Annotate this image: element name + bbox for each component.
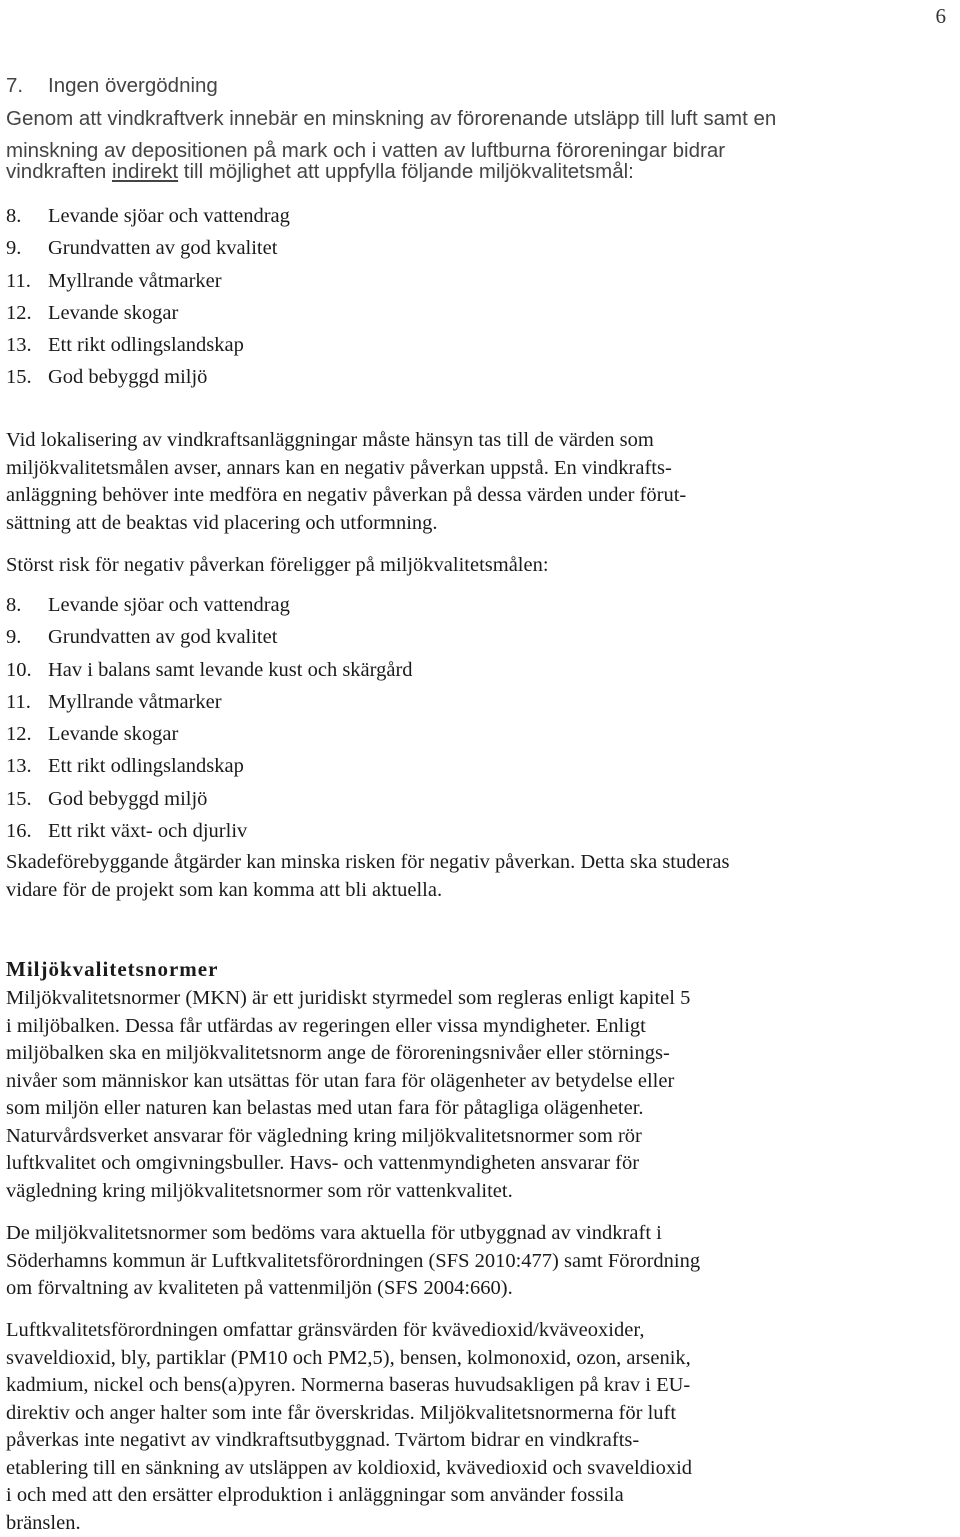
- paragraph-line: Naturvårdsverket ansvarar för vägledning kring miljökvalitetsnormer som rör: [6, 1123, 690, 1151]
- goal-list-1: [6, 200, 290, 394]
- goal-list-text: Levande skogar: [48, 723, 178, 745]
- goal-list-text: Myllrande våtmarker: [48, 270, 222, 292]
- goal-list-text: Grundvatten av god kvalitet: [48, 626, 277, 648]
- intro-line-3-start: vindkraften: [6, 160, 106, 183]
- goal-list-item: [6, 265, 290, 297]
- goal-list-2: [6, 589, 413, 847]
- page-number: 6: [936, 4, 947, 29]
- goal-list-number: 11.: [6, 686, 48, 718]
- intro-line-1: Genom att vindkraftverk innebär en minskning av förorenande utsläpp till luft samt en: [6, 107, 776, 131]
- goal-list-number: 12.: [6, 718, 48, 750]
- goal-list-text: Grundvatten av god kvalitet: [48, 237, 277, 259]
- goal-list-number: 15.: [6, 361, 48, 393]
- goal-list-number: 10.: [6, 654, 48, 686]
- paragraph-line: bränslen.: [6, 1510, 692, 1537]
- goal-list-item: [6, 621, 413, 653]
- goal-heading: [6, 74, 218, 98]
- paragraph-line: miljöbalken ska en miljökvalitetsnorm ange de föroreningsnivåer eller störnings-: [6, 1040, 690, 1068]
- goal-list-item: [6, 200, 290, 232]
- goal-number: 7.: [6, 74, 48, 98]
- goal-list-number: 8.: [6, 589, 48, 621]
- paragraph-line: kadmium, nickel och bens(a)pyren. Normerna baseras huvudsakligen på krav i EU-: [6, 1372, 692, 1400]
- paragraph-line: vägledning kring miljökvalitetsnormer som rör vattenkvalitet.: [6, 1178, 690, 1206]
- paragraph-line: nivåer som människor kan utsättas för utan fara för olägenheter av betydelse eller: [6, 1068, 690, 1096]
- goal-list-number: 12.: [6, 297, 48, 329]
- mkn-paragraph-1: [6, 985, 690, 1205]
- intro-line-2: minskning av depositionen på mark och i vatten av luftburna föroreningar bidrar: [6, 139, 725, 163]
- goal-list-item: [6, 654, 413, 686]
- goal-list-item: [6, 589, 413, 621]
- goal-list-item: [6, 329, 290, 361]
- paragraph-line: påverkas inte negativt av vindkraftsutbyggnad. Tvärtom bidrar en vindkrafts-: [6, 1427, 692, 1455]
- goal-list-number: 13.: [6, 750, 48, 782]
- goal-list-text: Ett rikt växt- och djurliv: [48, 820, 247, 842]
- paragraph-line: anläggning behöver inte medföra en negativ påverkan på dessa värden under förut-: [6, 482, 686, 510]
- goal-list-text: Ett rikt odlingslandskap: [48, 334, 244, 356]
- risk-intro: Störst risk för negativ påverkan föreligger på miljökvalitetsmålen:: [6, 549, 549, 581]
- goal-list-text: Myllrande våtmarker: [48, 691, 222, 713]
- goal-list-number: 15.: [6, 783, 48, 815]
- goal-list-item: [6, 361, 290, 393]
- paragraph-line: direktiv och anger halter som inte får överskridas. Miljökvalitetsnormerna för luft: [6, 1400, 692, 1428]
- section-heading-mkn: Miljökvalitetsnormer: [6, 957, 218, 982]
- goal-list-item: [6, 750, 413, 782]
- goal-title: Ingen övergödning: [48, 74, 218, 97]
- goal-list-text: Hav i balans samt levande kust och skärgård: [48, 659, 413, 681]
- risk-after-line-2: vidare för de projekt som kan komma att bli aktuella.: [6, 874, 442, 906]
- goal-list-item: [6, 783, 413, 815]
- paragraph-line: luftkvalitet och omgivningsbuller. Havs- och vattenmyndigheten ansvarar för: [6, 1150, 690, 1178]
- paragraph-line: i miljöbalken. Dessa får utfärdas av regeringen eller vissa myndigheter. Enligt: [6, 1013, 690, 1041]
- goal-list-text: God bebyggd miljö: [48, 366, 207, 388]
- goal-list-number: 16.: [6, 815, 48, 847]
- paragraph-line: etablering till en sänkning av utsläppen av koldioxid, kvävedioxid och svaveldioxid: [6, 1455, 692, 1483]
- intro-line-3-end: till möjlighet att uppfylla följande miljökvalitetsmål:: [184, 160, 634, 183]
- intro-line-3-underlined: indirekt: [112, 160, 178, 183]
- paragraph-line: De miljökvalitetsnormer som bedöms vara aktuella för utbyggnad av vindkraft i: [6, 1220, 700, 1248]
- risk-after-line-1: Skadeförebyggande åtgärder kan minska risken för negativ påverkan. Detta ska studeras: [6, 846, 730, 878]
- paragraph-line: Söderhamns kommun är Luftkvalitetsförordningen (SFS 2010:477) samt Förordning: [6, 1248, 700, 1276]
- goal-list-number: 9.: [6, 232, 48, 264]
- goal-list-number: 13.: [6, 329, 48, 361]
- intro-line-3: [6, 160, 634, 184]
- goal-list-text: Levande sjöar och vattendrag: [48, 594, 290, 616]
- goal-list-text: Levande skogar: [48, 302, 178, 324]
- goal-list-item: [6, 232, 290, 264]
- goal-list-text: God bebyggd miljö: [48, 788, 207, 810]
- goal-list-text: Levande sjöar och vattendrag: [48, 205, 290, 227]
- paragraph-line: om förvaltning av kvaliteten på vattenmiljön (SFS 2004:660).: [6, 1275, 700, 1303]
- goal-list-number: 11.: [6, 265, 48, 297]
- paragraph-line: Luftkvalitetsförordningen omfattar gränsvärden för kvävedioxid/kväveoxider,: [6, 1317, 692, 1345]
- paragraph-line: Miljökvalitetsnormer (MKN) är ett juridiskt styrmedel som regleras enligt kapitel 5: [6, 985, 690, 1013]
- paragraph-line: Vid lokalisering av vindkraftsanläggningar måste hänsyn tas till de värden som: [6, 427, 686, 455]
- mkn-paragraph-3: [6, 1317, 692, 1537]
- goal-list-item: [6, 686, 413, 718]
- paragraph-line: sättning att de beaktas vid placering och utformning.: [6, 510, 686, 538]
- goal-list-number: 8.: [6, 200, 48, 232]
- goal-list-number: 9.: [6, 621, 48, 653]
- mkn-paragraph-2: [6, 1220, 700, 1303]
- paragraph-line: svaveldioxid, bly, partiklar (PM10 och PM2,5), bensen, kolmonoxid, ozon, arsenik,: [6, 1345, 692, 1373]
- paragraph-line: miljökvalitetsmålen avser, annars kan en negativ påverkan uppstå. En vindkrafts-: [6, 455, 686, 483]
- goal-list-item: [6, 297, 290, 329]
- goal-list-item: [6, 815, 413, 847]
- paragraph-line: som miljön eller naturen kan belastas med utan fara för påtagliga olägenheter.: [6, 1095, 690, 1123]
- paragraph-line: i och med att den ersätter elproduktion i anläggningar som använder fossila: [6, 1482, 692, 1510]
- goal-list-text: Ett rikt odlingslandskap: [48, 755, 244, 777]
- goal-list-item: [6, 718, 413, 750]
- lokalisering-paragraph: [6, 427, 686, 537]
